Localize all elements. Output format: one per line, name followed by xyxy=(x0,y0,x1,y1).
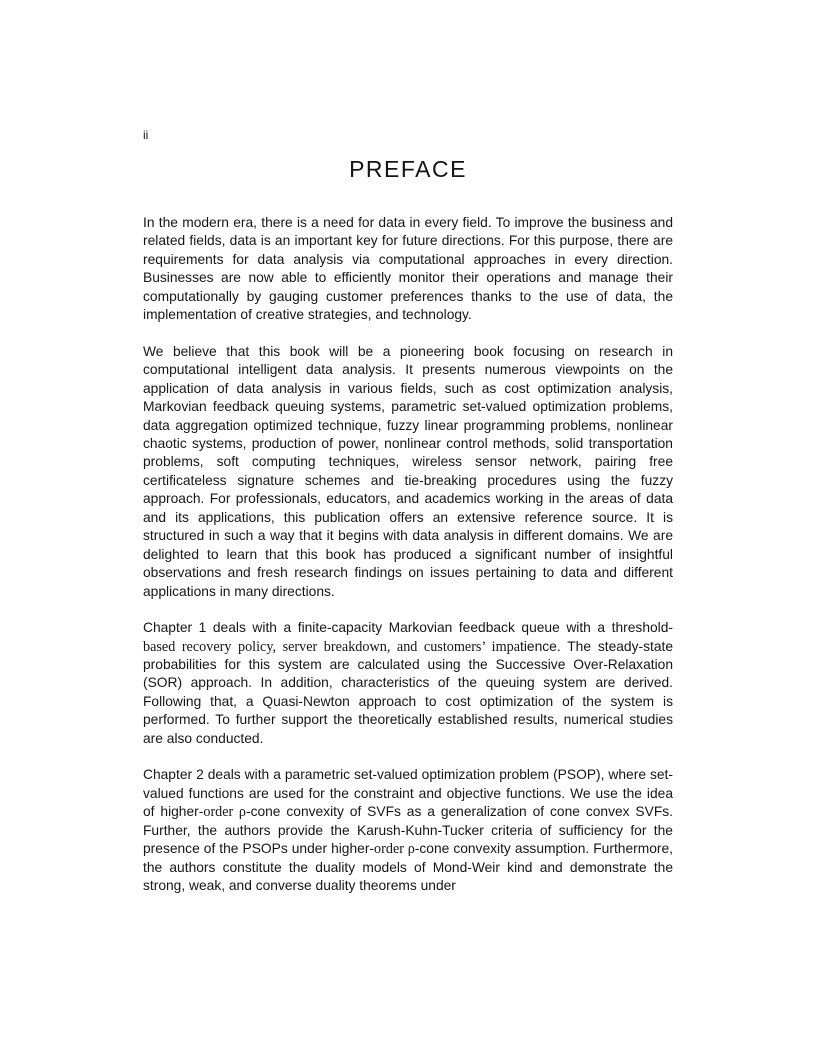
paragraph-text: -cone convexity assumption. Furthermore, the authors constitute the duality models of Mond-Weir kind and demonstrate the strong, weak, and converse duality theorems under xyxy=(143,841,673,893)
paragraph-text: Chapter 1 deals with a finite-capacity Markovian feedback queue with a threshold- xyxy=(143,620,673,636)
paragraph-text: -cone convexity of SVFs as a generalization of cone convex SVFs. Further, the authors provide the Karush-Kuhn-Tucker criteria of sufficiency for the presence of the PSOPs under higher- xyxy=(143,804,673,857)
paragraph-text: tience. The steady-state probabilities for this system are calculated using the Successive Over-Relaxation (SOR) approach. In addition, characteristics of the queuing system are derived. Following that, a Quasi-Newton approach to cost optimization of the system is performed. To further support the theoretically established results, numerical studies are also conducted. xyxy=(143,638,673,746)
paragraph-chapter-2 xyxy=(143,766,673,895)
paragraph-text-serif: order ρ xyxy=(374,841,415,858)
paragraph-text-serif: order ρ xyxy=(203,804,246,821)
paragraph-text: In the modern era, there is a need for data in every field. To improve the business and related fields, data is an important key for future directions. For this purpose, there are requirements for data analysis via computational approaches in every direction. Businesses are now able to efficiently monitor their operations and manage their computationally by gauging customer preferences thanks to the use of data, the implementation of creative strategies, and technology. xyxy=(143,215,673,323)
preface-content xyxy=(143,214,673,895)
page-number: ii xyxy=(143,128,149,142)
paragraph-intro xyxy=(143,214,673,325)
page-title: PREFACE xyxy=(349,156,467,182)
paragraph-book-overview xyxy=(143,343,673,601)
paragraph-text: We believe that this book will be a pioneering book focusing on research in computational intelligent data analysis. It presents numerous viewpoints on the application of data analysis in various fields, such as cost optimization analysis, Markovian feedback queuing systems, parametric set-valued optimization problems, data aggregation optimized technique, fuzzy linear programming problems, nonlinear chaotic systems, production of power, nonlinear control methods, solid transportation problems, soft computing techniques, wireless sensor network, pairing free certificateless signature schemes and tie-breaking procedures using the fuzzy approach. For professionals, educators, and academics working in the areas of data and its applications, this publication offers an extensive reference source. It is structured in such a way that it begins with data analysis in different domains. We are delighted to learn that this book has produced a significant number of insightful observations and fresh research findings on issues pertaining to data and different applications in many directions. xyxy=(143,343,673,599)
paragraph-text: Chapter 2 deals with a parametric set-valued optimization problem (PSOP), where set-valued functions are used for the constraint and objective functions. We use the idea of higher- xyxy=(143,767,673,820)
paragraph-chapter-1 xyxy=(143,619,673,748)
paragraph-text-serif: based recovery policy, server breakdown, and customers’ impa xyxy=(143,638,521,655)
